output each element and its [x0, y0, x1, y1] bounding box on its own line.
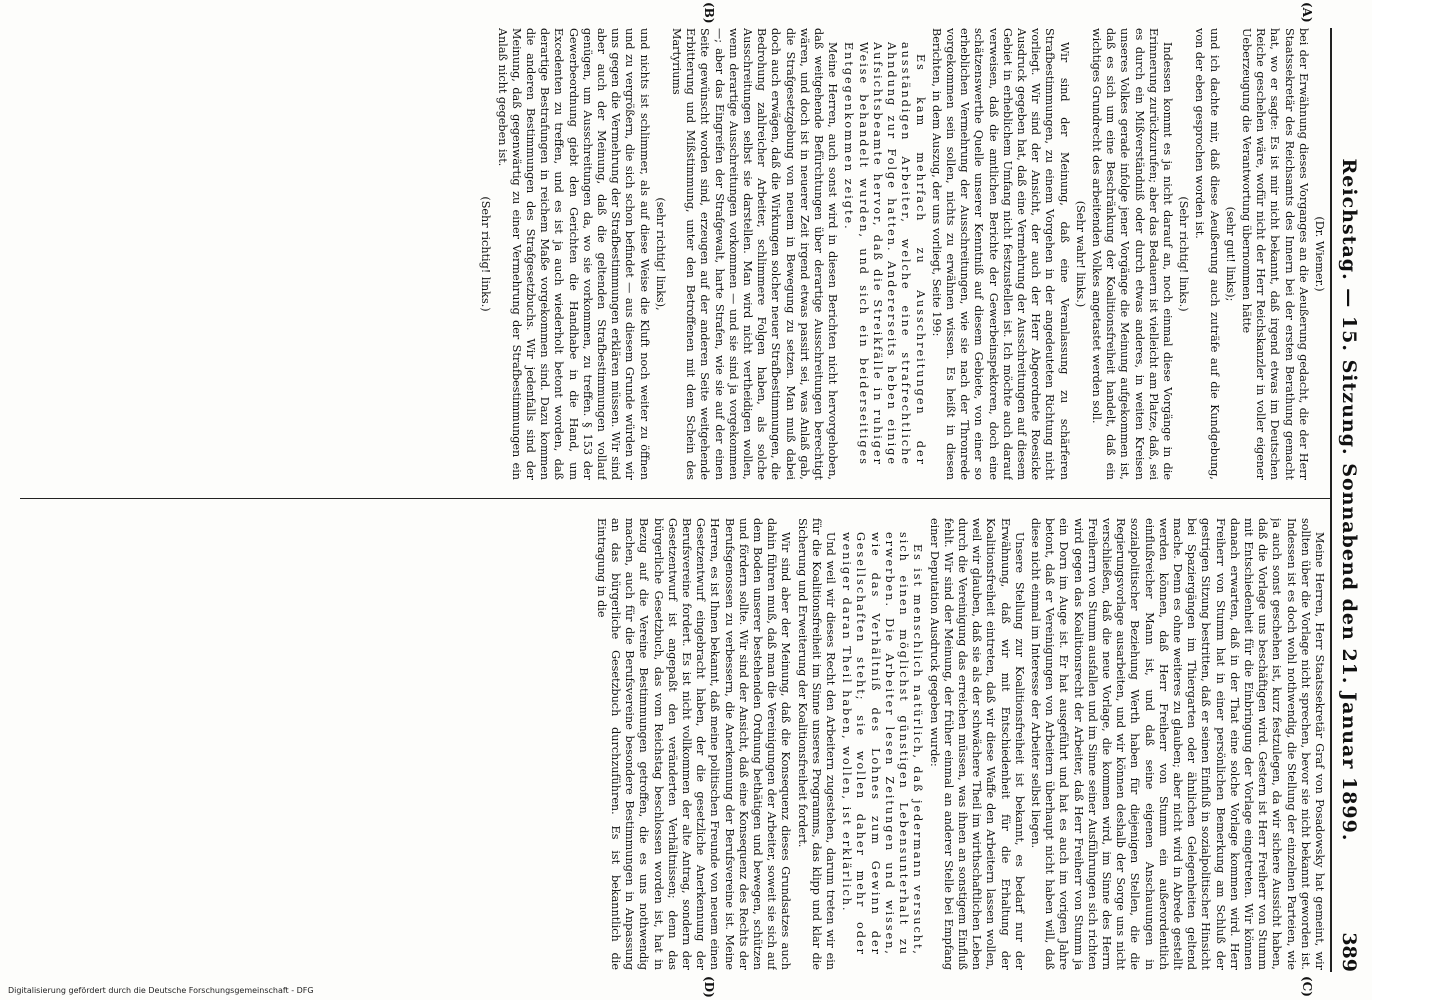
speaker-label: (Dr. Wiemer.)	[1313, 216, 1326, 292]
paragraph: Meine Herren, Herr Staatssekretär Graf von Posadowsky hat gemeint, wir sollten über die Vorlage nicht sprechen, bevor sie nicht bekannt geworden ist. Indessen ist es doch wohl nothwendig, die Stellung der einzelnen Parteien, wie ja auch sonst geschehen ist, kurz festzulegen, da wir sichere Aussicht haben, daß die Vorlage uns beschäftigen wird. Gestern ist Herr Freiherr von Stumm mit Entschiedenheit für die Einbringung der Vorlage eingetreten. Wir können danach erwarten, daß in der That eine solche Vorlage kommen wird. Herr Freiherr von Stumm hat in einer persönlichen Bemerkung am Schluß der gestrigen Sitzung bestritten, daß er seinen Einfluß in sozialpolitischer Hinsicht bei Spaziergängen im Thiergarten oder ähnlichen Gelegenheiten geltend mache. Denn es ohne weiteres zu glauben; aber nicht wird in Abrede gestellt werden können, daß Herr Freiherr von Stumm ein außerordentlich einflußreicher Mann ist, und daß seine eigenen Anschauungen in sozialpolitischer Beziehung Werth haben für diejenigen Stellen, die die Regierungsvorlage ausarbeiten, und wir können deshalb der Sorge uns nicht verschließen, daß die neue Vorlage, die kommen wird, im Sinne des Herrn Freiherrn von Stumm ausfallen und im Sinne seiner Ausführungen sich richten wird gegen das Koalitionsrecht der Arbeiter, daß Herr Freiherr von Stumm ja ein Dorn im Auge ist. Er hat ausgeführt und hat es auch im vorigen Jahre betont, daß er Vereinigungen von Arbeitern überhaupt nicht haben will, daß diese nicht einmal im Interesse der Arbeiter selbst liegen.	[1028, 518, 1326, 970]
right-column	[8, 518, 1326, 970]
paragraph: und nichts ist schlimmer, als auf diese Weise die Kluft noch weiter zu öffnen und zu vergrößern, die sich schon befindet — aus diesem Grunde würden wir uns gegen die Vermehrung der Strafbestimmungen erklären müssen. Wir sind aber auch der Meinung, daß die geltenden Strafbestimmungen vollauf genügen, um Ausschreitungen da, wo sie vorkommen, zu treffen. § 153 der Gewerbeordnung giebt den Gerichten die Handhabe in die Hand, um Excedenten zu treffen, und es ist ja auch wiederholt betont worden, daß derartige Bestrafungen in reichem Maße vorgekommen sind. Dazu kommen die anderen Bestimmungen des Strafgesetzbuchs. Wir jedenfalls sind der Meinung, daß gegenwärtig zu einer Vermehrung der Strafbestimmungen ein Anlaß nicht gegeben ist.	[495, 28, 651, 480]
margin-marker-a: (A)	[1300, 2, 1314, 23]
margin-marker-b: (B)	[702, 2, 716, 24]
paragraph: und ich dachte mir, daß diese Aeußerung auch zuträfe auf die Kundgebung, von der eben gesprochen worden ist.	[1193, 28, 1221, 480]
audience-remark: (Sehr richtig! links.)	[1177, 196, 1191, 312]
column-divider	[20, 498, 1332, 499]
audience-remark: (sehr richtig! links),	[653, 197, 667, 311]
margin-marker-d: (D)	[702, 976, 716, 998]
paragraph: bei der Erwähnung dieses Vorganges an die Aeußerung gedacht, die der Herr Staatssekretär des Reichsamts des Innern bei der ersten Berathung gemacht hat, wo er sagte: Es ist mir nicht bekannt, daß irgend etwas im Deutschen Reiche geschehen wäre, wofür nicht der Herr Reichskanzler in voller eigener Ueberzeugung die Verantwortung übernommen hätte	[1239, 28, 1310, 480]
block-quote: Es kam mehrfach zu Ausschreitungen der ausständigen Arbeiter, welche eine strafrechtliche Ahndung zur Folge hatten. Andererseits heben einige Aufsichtsbeamte hervor, daß die Streikfälle in ruhiger Weise behandelt wurden, und sich ein beiderseitiges Entgegenkommen zeigte.	[842, 42, 927, 466]
left-column	[8, 28, 1326, 480]
block-quote: Es ist menschlich natürlich, daß jedermann versucht, sich einen möglichst günstigen Lebensunterhalt zu erwerben. Die Arbeiter lesen Zeitungen und wissen, wie das Verhältniß des Lohnes zum Gewinn der Gesellschaften steht; sie wollen daher mehr oder weniger daran Theil haben, wollen, ist erklärlich.	[840, 532, 925, 956]
paragraph: Und weil wir dieses Recht den Arbeitern zugestehen, darum treten wir ein für die Koalitionsfreiheit im Sinne unseres Programms, das klipp und klar die Sicherung und Erweiterung der Koalitionsfreiheit fordert.	[795, 518, 838, 970]
page-header	[1330, 28, 1364, 972]
paragraph: Wir sind der Meinung, daß eine Veranlassung zu schärferen Strafbestimmungen, zu einem Vorgehen in der angedeuteten Richtung nicht vorliegt. Wir sind der Ansicht, der auch der Herr Abgeordnete Roesicke Ausdruck gegeben hat, daß eine Vermehrung der Ausschreitungen auf diesem Gebiet in erheblichem Umfang nicht festzustellen ist. Ich möchte auch darauf verweisen, daß die amtlichen Berichte der Gewerbeinspektoren, doch eine schätzenswerthe Quelle unserer Kenntniß auf diesem Gebiete, von einer so erheblichen Vermehrung der Ausschreitungen, wie sie nach der Thronrede vorgekommen sein sollen, nichts zu erwähnen wissen. Es heißt in diesen Berichten, in dem Auszug, der uns vorliegt, Seite 199:	[929, 28, 1071, 480]
paragraph: Wir sind aber der Meinung, daß die Konsequenz dieses Grundsatzes auch dahin führen muß, daß man die Vereinigungen der Arbeiter, soweit sie sich auf dem Boden unserer bestehenden Ordnung bethätigen und bewegen, schützen und fördern sollte. Wir sind der Ansicht, daß eine Konsequenz des Rechts der Berufsgenossen zu verbessern, die Anerkennung der Berufsvereine ist. Meine Herren, es ist Ihnen bekannt, daß meine politischen Freunde von neuem einen Gesetzentwurf eingebracht haben, der die gesetzliche Anerkennung der Berufsvereine fordert. Es ist nicht vollkommen der alte Antrag, sondern der Gesetzentwurf ist angepaßt den veränderten Verhältnissen; denn das bürgerliche Gesetzbuch, das vom Reichstag beschlossen worden ist, hat in Bezug auf die Vereine Bestimmungen getroffen, die es uns nothwendig machen, auch für die Berufsvereine besondere Bestimmungen in Anpassung an das bürgerliche Gesetzbuch durchzuführen. Es ist bekanntlich die Eintragung in die	[594, 518, 793, 970]
paragraph: Meine Herren, auch sonst wird in diesen Berichten nicht hervorgehoben, daß weitgehende Befürchtungen über derartige Ausschreitungen berechtigt wären, und doch ist in neuerer Zeit irgend etwas passirt sei, was Anlaß gab, die Strafgesetzgebung von neuem in Bewegung zu setzen. Man muß dabei doch auch erwägen, daß die Wirkungen solcher neuer Strafbestimmungen, die Bedrohung zahlreicher Arbeiter, schlimmere Folgen haben, als solche Ausschreitungen selbst sie darstellen. Man wird nicht vertheidigen wollen, wenn derartige Ausschreitungen vorkommen — und sie sind ja vorgekommen —; aber das Eingreifen der Strafgewalt, harte Strafen, wie sie auf der einen Seite gewünscht worden sind, erzeugen auf der anderen Seite weitgehende Erbitterung und Mißstimmung, unter den Betroffenen mit dem Schein des Martyriums	[670, 28, 840, 480]
paragraph: Unsere Stellung zur Koalitionsfreiheit ist bekannt, es bedarf nur der Erwähnung, daß wir mit Entschiedenheit für die Erhaltung der Koalitionsfreiheit eintreten, daß wir diese Waffe den Arbeitern lassen wollen, weil wir glauben, daß sie als der schwächere Theil im wirthschaftlichen Leben durch die Vereinigung das erreichen müssen, was ihnen an sonstigem Einfluß fehlt. Wir sind der Meinung, der früher einmal an anderer Stelle bei Empfang einer Deputation Ausdruck gegeben wurde:	[927, 518, 1026, 970]
page-number: 389	[1338, 932, 1360, 972]
paragraph: Indessen kommt es ja nicht darauf an, noch einmal diese Vorgänge in die Erinnerung zurückzurufen; aber das Bedauern ist vielleicht am Platze, daß, sei es durch ein Mißverständniß oder durch etwas anderes, in weiten Kreisen unseres Volkes gerade infolge jener Vorgänge die Meinung aufgekommen ist, daß es sich um eine Beschränkung der Koalitionsfreiheit handelt, daß ein wichtiges Grundrecht des arbeitenden Volkes angetastet werden soll.	[1089, 28, 1174, 480]
audience-remark: (Sehr richtig! links.)	[479, 196, 493, 312]
margin-marker-c: (C)	[1300, 976, 1314, 997]
audience-remark: (Sehr wahr! links.)	[1073, 200, 1087, 308]
audience-remark: (sehr gut! links);	[1223, 206, 1237, 302]
header-title: Reichstag. — 15. Sitzung. Sonnabend den 21. Januar 1899.	[1338, 158, 1360, 842]
digitization-credit: Digitalisierung gefördert durch die Deutsche Forschungsgemeinschaft - DFG	[8, 986, 314, 995]
